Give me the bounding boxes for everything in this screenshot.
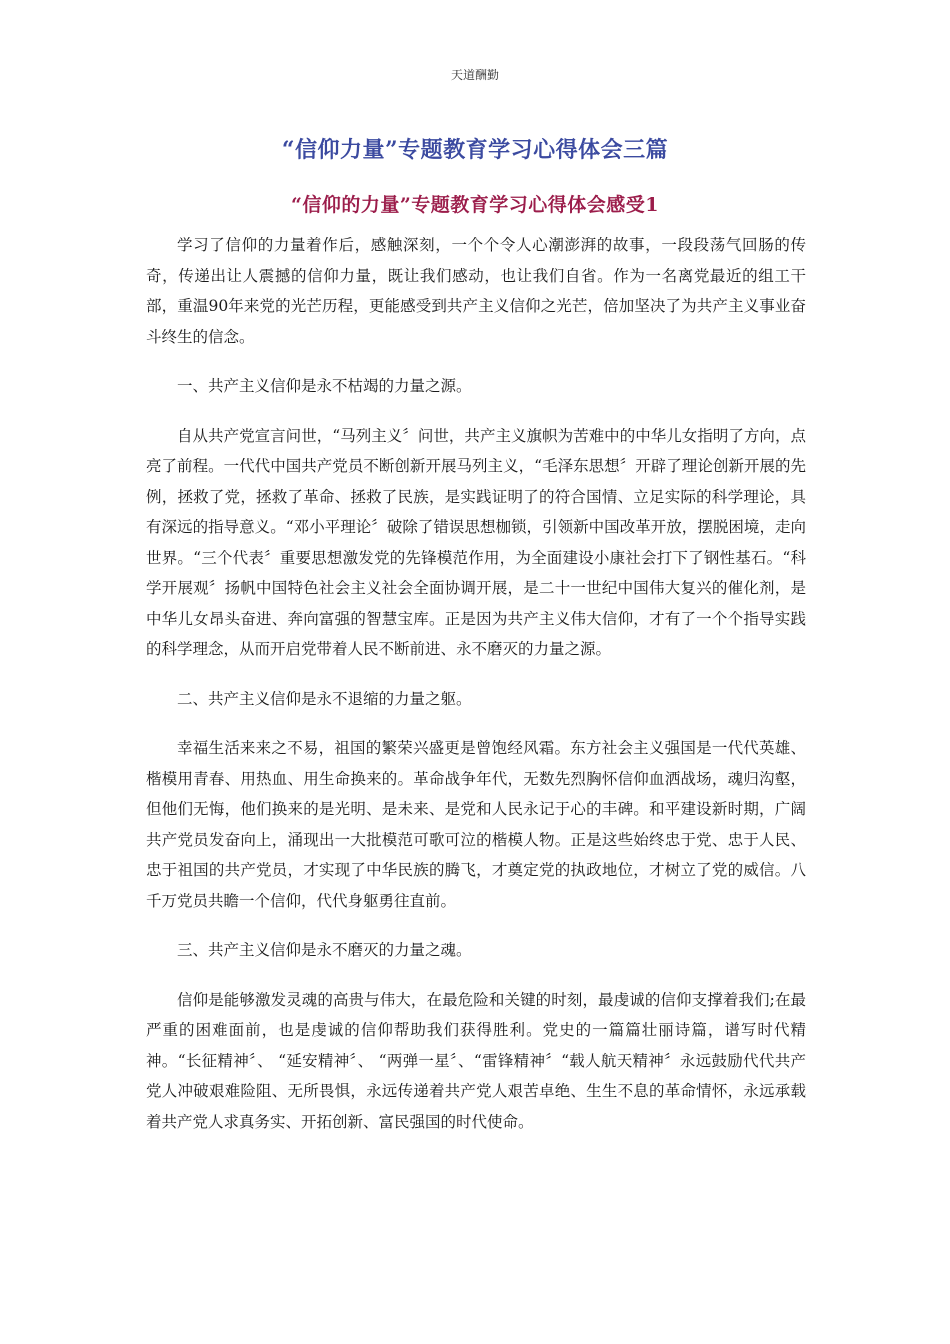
section-heading-3: 三、共产主义信仰是永不磨灭的力量之魂。 <box>177 941 472 959</box>
body-paragraph-2: 幸福生活来来之不易，祖国的繁荣兴盛更是曾饱经风霜。东方社会主义强国是一代代英雄、楷模用青春、用热血、用生命换来的。革命战争年代，无数先烈胸怀信仰血洒战场，魂归沟壑，但他们无悔，他们换来的是光明、是未来、是党和人民永记于心的丰碑。和平建设新时期，广阔共产党员发奋向上，涌现出一大批模范可歌可泣的楷模人物。正是这些始终忠于党、忠于人民、忠于祖国的共产党员，才实现了中华民族的腾飞，才奠定党的执政地位，才树立了党的威信。八千万党员共瞻一个信仰，代代身躯勇往直前。 <box>146 739 806 910</box>
header-watermark-text: 天道酬勤 <box>450 68 499 82</box>
body-paragraph-1: 自从共产党宣言问世，“马列主义〞问世，共产主义旗帜为苦难中的中华儿女指明了方向，点亮了前程。一代代中国共产党员不断创新开展马列主义，“毛泽东思想〞开辟了理论创新开展的先例，拯救了党，拯救了革命、拯救了民族，是实践证明了的符合国情、立足实际的科学理论，具有深远的指导意义。“邓小平理论〞破除了错误思想枷锁，引领新中国改革开放，摆脱困境，走向世界。“三个代表〞重要思想激发党的先锋模范作用，为全面建设小康社会打下了钢性基石。“科学开展观〞扬帆中国特色社会主义社会全面协调开展，是二十一世纪中国伟大复兴的催化剂，是中华儿女昂头奋进、奔向富强的智慧宝库。正是因为共产主义伟大信仰，才有了一个个指导实践的科学理念，从而开启党带着人民不断前进、永不磨灭的力量之源。 <box>146 426 806 658</box>
section-heading-2: 二、共产主义信仰是永不退缩的力量之躯。 <box>177 689 472 708</box>
document-body <box>146 230 806 1156</box>
section-heading-1: 一、共产主义信仰是永不枯竭的力量之源。 <box>177 377 472 395</box>
document-title: “信仰力量”专题教育学习心得体会三篇 <box>281 137 669 163</box>
section-title: “信仰的力量”专题教育学习心得体会感受1 <box>290 194 660 216</box>
intro-paragraph: 学习了信仰的力量着作后，感触深刻，一个个令人心潮澎湃的故事，一段段荡气回肠的传奇，传递出让人震撼的信仰力量，既让我们感动，也让我们自省。作为一名离党最近的组工干部，重温90年来党的光芒历程，更能感受到共产主义信仰之光芒，倍加坚决了为共产主义事业奋斗终生的信念。 <box>146 236 806 346</box>
body-paragraph-3: 信仰是能够激发灵魂的高贵与伟大，在最危险和关键的时刻，最虔诚的信仰支撑着我们;在最严重的困难面前，也是虔诚的信仰帮助我们获得胜利。党史的一篇篇壮丽诗篇，谱写时代精神。“长征精神〞、 “延安精神〞、 “两弹一星〞、“雷锋精神〞“载人航天精神〞永远鼓励代代共产党人冲破艰难险阻、无所畏惧，永远传递着共产党人艰苦卓绝、生生不息的革命情怀，永远承载着共产党人求真务实、开拓创新、富民强国的时代使命。 <box>146 990 806 1131</box>
